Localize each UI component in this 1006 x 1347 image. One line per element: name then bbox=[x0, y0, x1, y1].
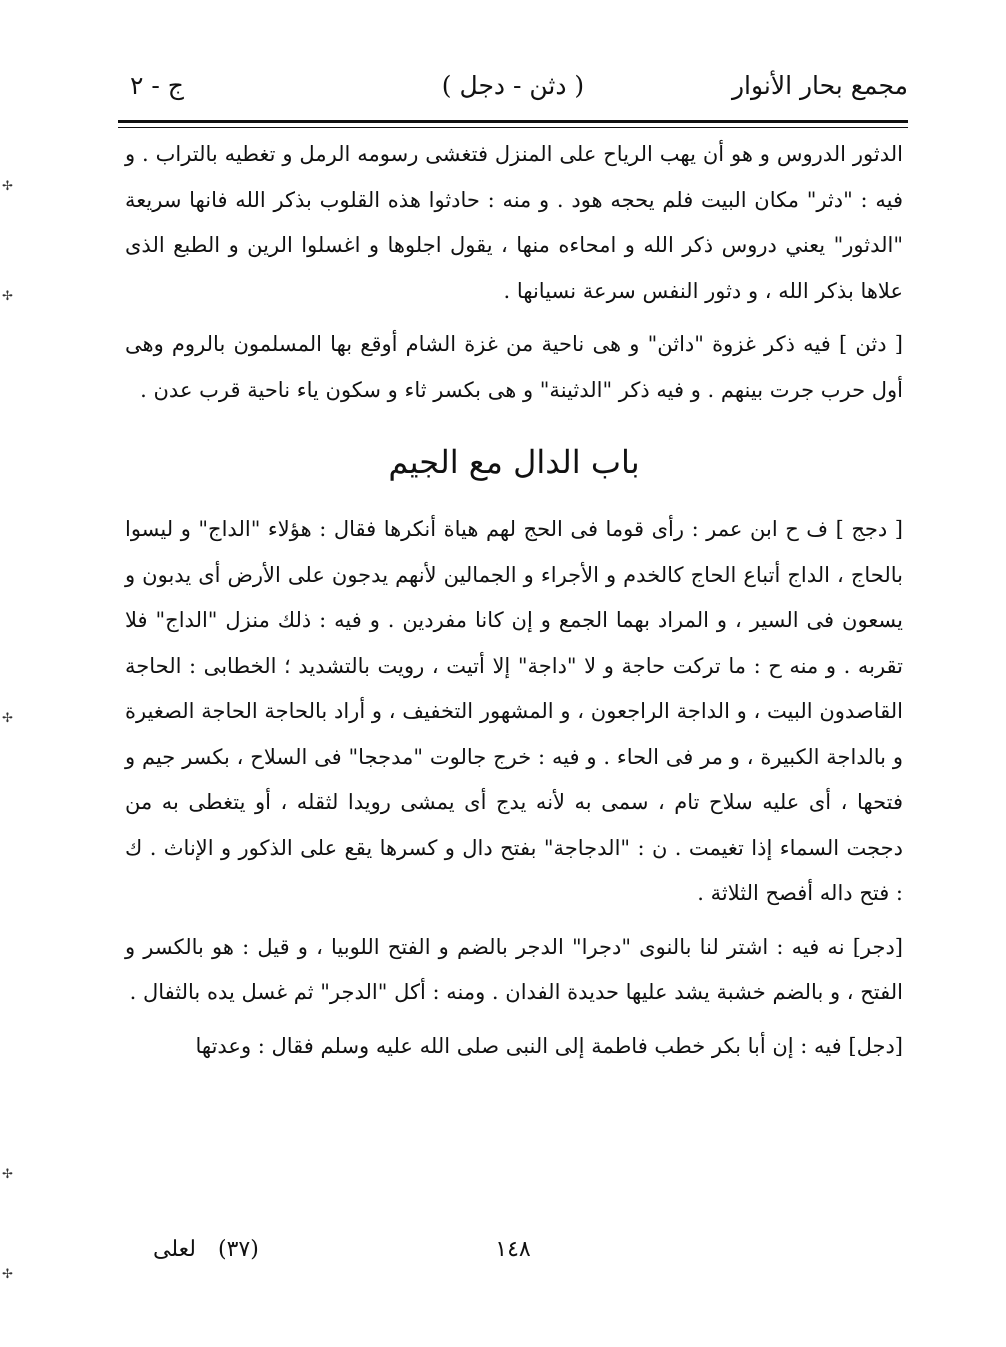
header-rule-thick bbox=[118, 120, 908, 123]
catchword: لعلى bbox=[153, 1237, 196, 1262]
entry-dajar: [دجر] نه فيه : اشتر لنا بالنوى "دجرا" الدجر بالضم و الفتح اللوبيا ، و قيل : هو بالكسر و الفتح ، و بالضم خشبة يشد عليها حديدة الفدان . ومنه : أكل "الدجر" ثم غسل يده بالثفال . bbox=[125, 934, 903, 1004]
signature-mark: (٣٧) bbox=[218, 1237, 259, 1262]
page-number: ١٤٨ bbox=[495, 1237, 531, 1262]
paragraph-dathur: الدثور الدروس و هو أن يهب الرياح على المنزل فتغشى رسومه الرمل و تغطيه بالتراب . و فيه : "دثر" مكان البيت فلم يحجه هود . و منه : حادثوا هذه القلوب بذكر الله فانها سريعة "الدثور" يعني دروس ذكر الله و امحاءه منها ، يقول اجلوها و اغسلوا الرين و الطبع الذى علاها بذكر الله ، و دثور النفس سرعة نسيانها . bbox=[125, 142, 903, 303]
entry-dathan: [ دثن ] فيه ذكر غزوة "داثن" و هى ناحية من غزة الشام أوقع بها المسلمون بالروم وهى أول حرب جرت بينهم . و فيه ذكر "الدثينة" و هى بكسر ثاء و سكون ياء ناحية قرب عدن . bbox=[125, 332, 903, 402]
page-footer bbox=[118, 1232, 908, 1272]
page-body bbox=[125, 132, 903, 1069]
entry-dajal: [دجل] فيه : إن أبا بكر خطب فاطمة إلى النبى صلى الله عليه وسلم فقال : وعدتها bbox=[195, 1033, 903, 1058]
section-heading: باب الدال مع الجيم bbox=[388, 443, 640, 481]
binding-mark: ✢ bbox=[2, 289, 13, 304]
binding-mark: ✢ bbox=[2, 179, 13, 194]
book-title: مجمع بحار الأنوار bbox=[731, 71, 908, 100]
binding-mark: ✢ bbox=[2, 711, 13, 726]
entry-range: ( دثن - دجل ) bbox=[441, 71, 585, 100]
volume-number: ج - ٢ bbox=[130, 71, 184, 100]
binding-mark: ✢ bbox=[2, 1267, 13, 1282]
binding-mark: ✢ bbox=[2, 1167, 13, 1182]
entry-dajaj: [ دجج ] ف ح ابن عمر : رأى قوما فى الحج لهم هياة أنكرها فقال : هؤلاء "الداج" و ليسوا بالحاج ، الداج أتباع الحاج كالخدم و الأجراء و الجمالين لأنهم يدجون على الأرض أى يدبون و يسعون فى السير ، و المراد بهما الجمع و إن كانا مفردين . و فيه : ذلك منزل "الداج" فلا تقربه . و منه ح : ما تركت حاجة و لا "داجة" إلا أتيت ، رويت بالتشديد ؛ الخطابى : الحاجة القاصدون البيت ، و الداجة الراجعون ، و المشهور التخفيف ، و أراد بالحاجة الحاجة الصغيرة و بالداجة الكبيرة ، و مر فى الحاء . و فيه : خرج جالوت "مدججا" فى السلاح ، بكسر جيم و فتحها ، أى عليه سلاح تام ، سمى به لأنه يدج أى يمشى رويدا لثقله ، أو يتغطى به من دججت السماء إذا تغيمت . ن : "الدجاجة" بفتح دال و كسرها يقع على الذكور و الإناث . ك : فتح داله أفصح الثلاثة . bbox=[125, 517, 903, 905]
running-header bbox=[118, 66, 908, 116]
header-rule-thin bbox=[118, 127, 908, 128]
